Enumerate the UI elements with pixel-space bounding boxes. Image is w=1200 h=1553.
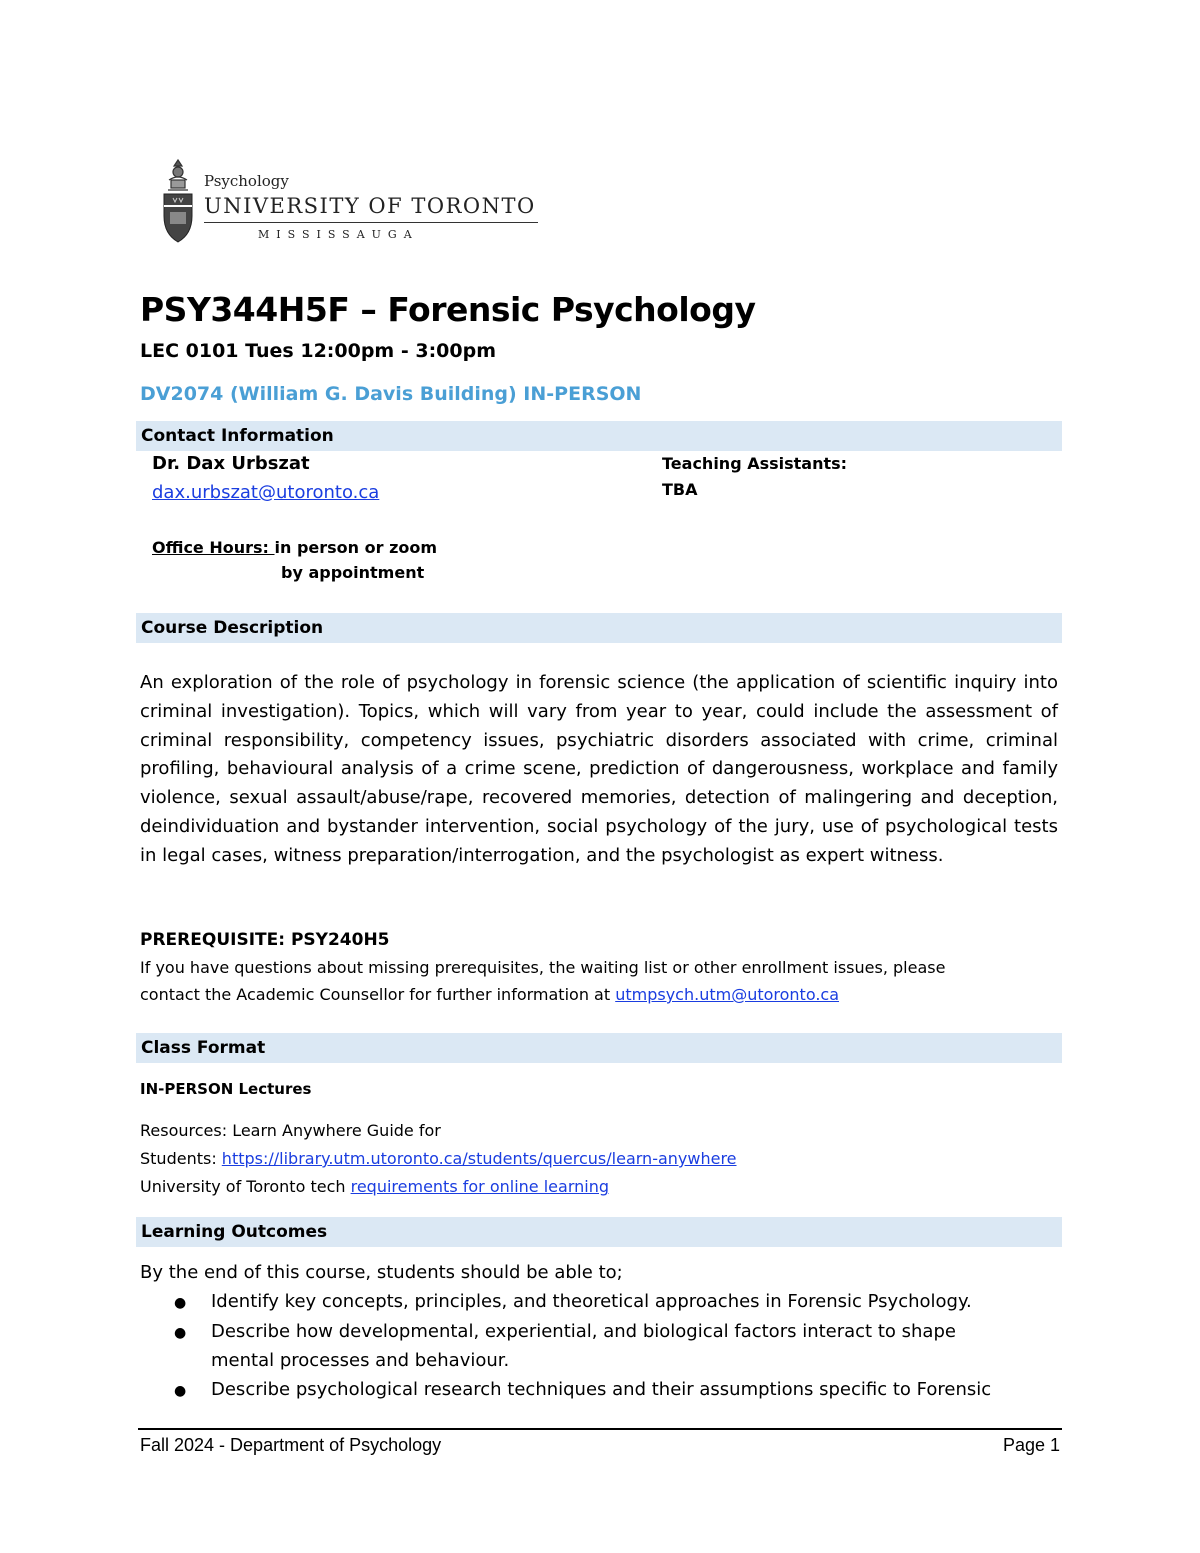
- section-header-outcomes: Learning Outcomes: [136, 1217, 1062, 1247]
- prerequisite-note-line1: If you have questions about missing prerequisites, the waiting list or other enrollment issues, please: [140, 958, 946, 977]
- prerequisite-note-line2: [140, 985, 839, 1004]
- footer-term: Fall 2024 - Department of Psychology: [140, 1435, 442, 1455]
- office-hours-value: in person or zoom: [274, 538, 438, 557]
- section-header-format: Class Format: [136, 1033, 1062, 1063]
- instructor-email-link[interactable]: dax.urbszat@utoronto.ca: [152, 482, 380, 503]
- lecture-location: DV2074 (William G. Davis Building) IN-PERSON: [140, 383, 642, 405]
- bullet-icon: ●: [174, 1295, 187, 1311]
- learn-anywhere-link[interactable]: https://library.utm.utoronto.ca/students/quercus/learn-anywhere: [221, 1149, 737, 1168]
- section-header-description: Course Description: [136, 613, 1062, 643]
- office-hours-label: Office Hours:: [152, 538, 275, 557]
- resources-students-prefix: Students:: [140, 1149, 222, 1168]
- class-format-mode: IN-PERSON Lectures: [140, 1080, 312, 1098]
- prerequisite-note-text: contact the Academic Counsellor for further information at: [140, 985, 616, 1004]
- ta-value: TBA: [662, 480, 698, 499]
- tech-requirements-prefix: University of Toronto tech: [140, 1177, 351, 1196]
- resources-students-line: [140, 1149, 737, 1168]
- footer-divider: [138, 1428, 1062, 1430]
- university-logo: [160, 158, 540, 246]
- footer-page-number: Page 1: [1002, 1435, 1060, 1455]
- outcomes-intro: By the end of this course, students should be able to;: [140, 1262, 623, 1283]
- office-hours-note: by appointment: [281, 563, 425, 582]
- logo-divider: [204, 222, 538, 223]
- bullet-icon: ●: [174, 1325, 187, 1341]
- course-description-text: An exploration of the role of psychology in forensic science (the application of scientific inquiry into criminal investigation). Topics, which will vary from year to year, could include the assessment of criminal responsibility, competency issues, psychiatric disorders associated with crime, criminal profiling, behavioural analysis of a crime scene, prediction of dangerousness, workplace and family violence, sexual assault/abuse/rape, recovered memories, detection of malingering and deception, deindividuation and bystander intervention, social psychology of the jury, use of psychological tests in legal cases, witness preparation/interrogation, and the psychologist as expert witness.: [140, 672, 1058, 866]
- outcome-item: Identify key concepts, principles, and theoretical approaches in Forensic Psychology.: [211, 1291, 972, 1312]
- logo-university: UNIVERSITY OF TORONTO: [204, 194, 536, 218]
- office-hours: [152, 538, 437, 557]
- logo-department: Psychology: [204, 172, 289, 190]
- resources-line: Resources: Learn Anywhere Guide for: [140, 1121, 441, 1140]
- course-title: PSY344H5F – Forensic Psychology: [140, 290, 756, 329]
- online-learning-requirements-link[interactable]: requirements for online learning: [350, 1177, 609, 1196]
- outcome-item: Describe psychological research techniques and their assumptions specific to Forensic: [211, 1379, 992, 1400]
- prerequisite-label: PREREQUISITE: PSY240H5: [140, 930, 390, 950]
- instructor-name: Dr. Dax Urbszat: [152, 453, 310, 474]
- tech-requirements-line: [140, 1177, 609, 1196]
- bullet-icon: ●: [174, 1383, 187, 1399]
- university-crest-icon: [160, 158, 196, 246]
- counsellor-email-link[interactable]: utmpsych.utm@utoronto.ca: [615, 985, 840, 1004]
- section-header-contact: Contact Information: [136, 421, 1062, 451]
- outcome-item-continued: mental processes and behaviour.: [211, 1350, 510, 1371]
- lecture-time: LEC 0101 Tues 12:00pm - 3:00pm: [140, 340, 496, 362]
- ta-label: Teaching Assistants:: [662, 454, 848, 473]
- logo-campus: MISSISSAUGA: [258, 228, 419, 241]
- outcome-item: Describe how developmental, experiential, and biological factors interact to shape: [211, 1321, 956, 1342]
